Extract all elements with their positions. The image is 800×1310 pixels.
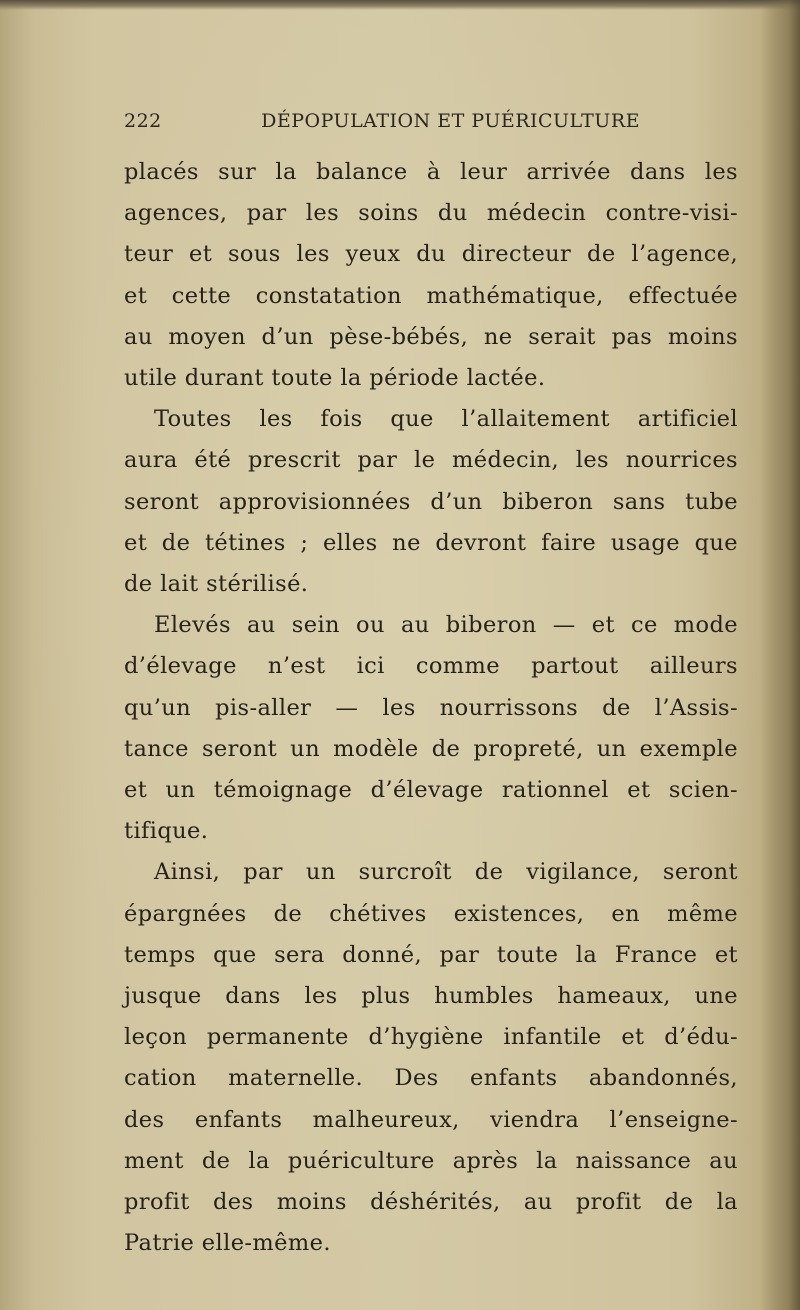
text-line: agences, par les soins du médecin contre-visi- <box>124 200 738 227</box>
text-line: profit des moins déshérités, au profit de la <box>124 1189 738 1216</box>
text-line: leçon permanente d’hygiène infantile et d’édu- <box>124 1024 738 1051</box>
text-line: seront approvisionnées d’un biberon sans tube <box>124 488 738 515</box>
text-line: de lait stérilisé. <box>124 571 309 598</box>
text-line: utile durant toute la période lactée. <box>124 365 546 392</box>
text-line: tifique. <box>124 818 209 845</box>
text-line: et de tétines ; elles ne devront faire usage que <box>124 529 738 556</box>
text-line: teur et sous les yeux du directeur de l’agence, <box>124 241 738 268</box>
text-line: jusque dans les plus humbles hameaux, une <box>124 983 738 1010</box>
text-line: temps que sera donné, par toute la France et <box>124 941 738 968</box>
text-line: qu’un pis-aller — les nourrissons de l’Assis- <box>124 694 738 721</box>
text-line: Ainsi, par un surcroît de vigilance, seront <box>154 859 738 886</box>
text-line: au moyen d’un pèse-bébés, ne serait pas moins <box>124 323 738 350</box>
text-line: tance seront un modèle de propreté, un exemple <box>124 735 738 762</box>
text-line: Toutes les fois que l’allaitement artificiel <box>154 406 738 433</box>
text-line: placés sur la balance à leur arrivée dans les <box>124 159 738 185</box>
text-line: cation maternelle. Des enfants abandonnés, <box>124 1065 738 1092</box>
text-line: d’élevage n’est ici comme partout ailleurs <box>124 653 738 680</box>
body-text <box>124 152 738 1264</box>
text-line: et cette constatation mathématique, effectuée <box>124 282 738 309</box>
text-line: épargnées de chétives existences, en même <box>124 900 738 927</box>
text-line: ment de la puériculture après la naissance au <box>124 1147 738 1174</box>
text-line: aura été prescrit par le médecin, les nourrices <box>124 447 738 474</box>
page-header <box>124 104 640 140</box>
text-line: des enfants malheureux, viendra l’enseigne- <box>124 1106 738 1133</box>
text-line: Patrie elle-même. <box>124 1230 331 1257</box>
page-number: 222 <box>124 110 162 132</box>
running-title: DÉPOPULATION ET PUÉRICULTURE <box>261 110 640 132</box>
text-line: Elevés au sein ou au biberon — et ce mode <box>154 612 738 639</box>
text-line: et un témoignage d’élevage rationnel et scien- <box>124 777 738 804</box>
